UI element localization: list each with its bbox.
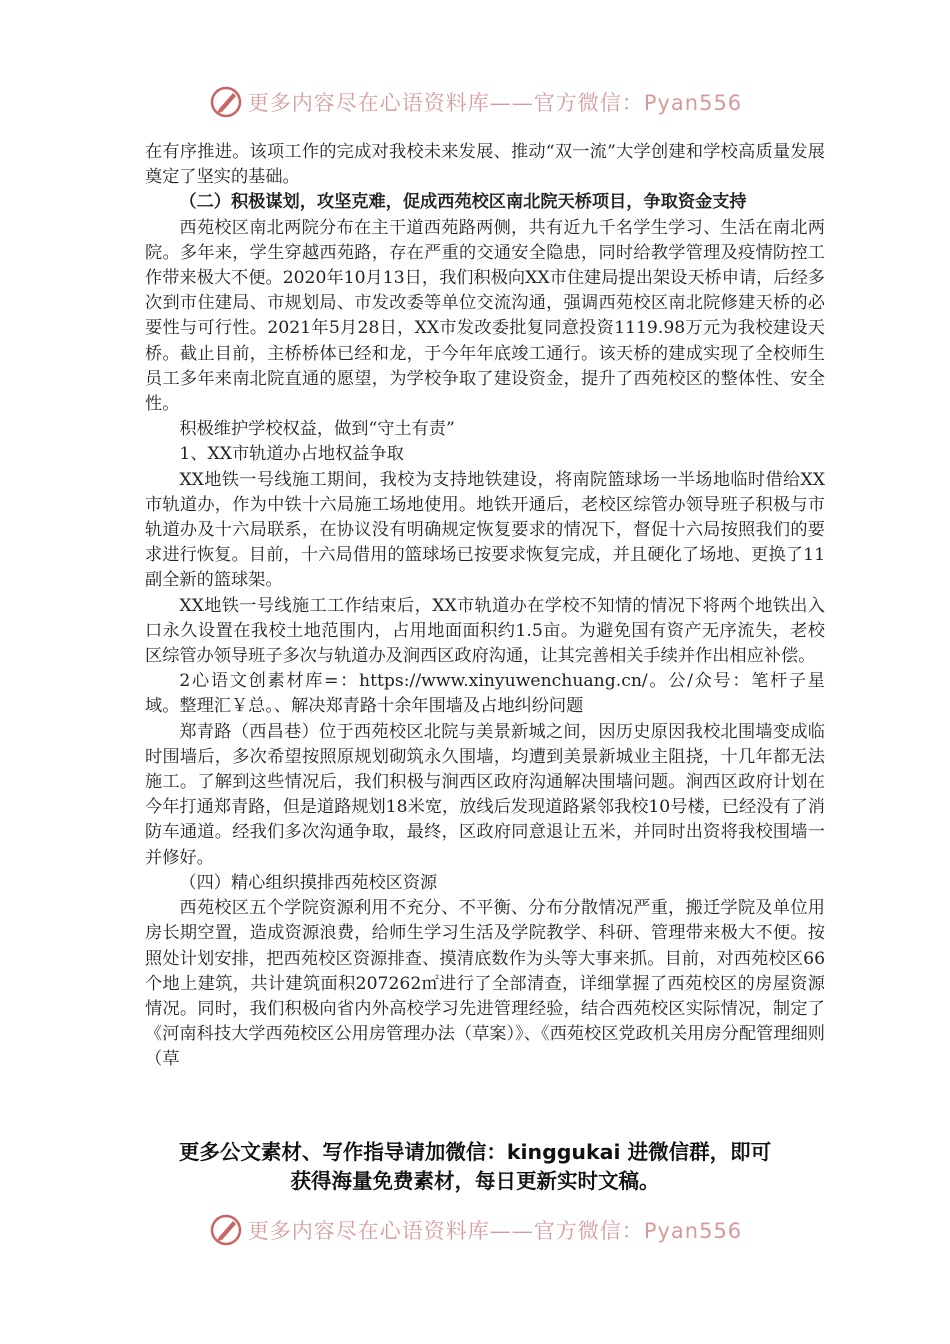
footer-ad-line2: 获得海量免费素材，每日更新实时文稿。	[290, 1169, 660, 1193]
section-heading: 积极维护学校权益，做到“守土有责”	[179, 419, 455, 440]
watermark-paragraph: 2心语文创素材库=：https://www.xinyuwenchuang.cn/。公/众号：笔杆子星域。整理汇￥总。、解决郑青路十余年围墙及占地纠纷问题	[145, 671, 825, 717]
paragraph: 西苑校区南北两院分布在主干道西苑路两侧，共有近九千名学生学习、生活在南北两院。多年来，学生穿越西苑路，存在严重的交通安全隐患，同时给教学管理及疫情防控工作带来极大不便。2020年10月13日，我们积极向XX市住建局提出架设天桥申请，后经多次到市住建局、市规划局、市发改委等单位交流沟通，强调西苑校区南北院修建天桥的必要性与可行性。2021年5月28日，XX市发改委批复同意投资1119.98万元为我校建设天桥。截止目前，主桥桥体已经和龙，于今年年底竣工通行。该天桥的建成实现了全校师生员工多年来南北院直通的愿望，为学校争取了建设资金，提升了西苑校区的整体性、安全性。	[145, 217, 825, 415]
header-banner-account: Pyan556	[643, 91, 743, 115]
footer-banner	[0, 1208, 950, 1252]
footer-banner-account: Pyan556	[643, 1219, 743, 1243]
paragraph: XX地铁一号线施工工作结束后，XX市轨道办在学校不知情的情况下将两个地铁出入口永久设置在我校土地范围内，占用地面面积约1.5亩。为避免国有资产无序流失，老校区综管办领导班子多次与轨道办及涧西区政府沟通，让其完善相关手续并作出相应补偿。	[145, 595, 825, 667]
section-heading: （二）积极谋划，攻坚克难，促成西苑校区南北院天桥项目，争取资金支持	[179, 192, 747, 213]
pen-circle-logo-icon	[208, 1212, 244, 1248]
document-body	[145, 140, 825, 1073]
paragraph: XX地铁一号线施工期间，我校为支持地铁建设，将南院篮球场一半场地临时借给XX市轨道办，作为中铁十六局施工场地使用。地铁开通后，老校区综管办领导班子积极与市轨道办及十六局联系，在协议没有明确规定恢复要求的情况下，督促十六局按照我们的要求进行恢复。目前，十六局借用的篮球场已按要求恢复完成，并且硬化了场地、更换了11副全新的篮球架。	[145, 469, 825, 591]
section-heading: （四）精心组织摸排西苑校区资源	[179, 872, 438, 893]
header-banner	[0, 80, 950, 124]
footer-ad-line1: 更多公文素材、写作指导请加微信：kinggukai 进微信群，即可	[178, 1140, 772, 1164]
header-banner-text: 更多内容尽在心语资料库——官方微信：Pyan556	[247, 91, 743, 115]
footer-ad	[140, 1138, 810, 1196]
paragraph: 郑青路（西昌巷）位于西苑校区北院与美景新城之间，因历史原因我校北围墙变成临时围墙后，多次希望按照原规划砌筑永久围墙，均遭到美景新城业主阻挠，十几年都无法施工。了解到这些情况后，我们积极与涧西区政府沟通解决围墙问题。涧西区政府计划在今年打通郑青路，但是道路规划18米宽，放线后发现道路紧邻我校10号楼，已经没有了消防车通道。经我们多次沟通争取，最终，区政府同意退让五米，并同时出资将我校围墙一并修好。	[145, 721, 825, 868]
footer-banner-text: 更多内容尽在心语资料库——官方微信：Pyan556	[247, 1219, 743, 1243]
paragraph: 西苑校区五个学院资源利用不充分、不平衡、分布分散情况严重，搬迁学院及单位用房长期空置，造成资源浪费，给师生学习生活及学院教学、科研、管理带来极大不便。按照处计划安排，把西苑校区资源排查、摸清底数作为头等大事来抓。目前，对西苑校区66个地上建筑，共计建筑面积207262㎡进行了全部清查，详细掌握了西苑校区的房屋资源情况。同时，我们积极向省内外高校学习先进管理经验，结合西苑校区实际情况，制定了《河南科技大学西苑校区公用房管理办法（草案）》、《西苑校区党政机关用房分配管理细则（草	[145, 898, 825, 1070]
subsection-heading: 1、XX市轨道办占地权益争取	[179, 444, 404, 465]
pen-circle-logo-icon	[208, 84, 244, 120]
paragraph: 在有序推进。该项工作的完成对我校未来发展、推动“双一流”大学创建和学校高质量发展奠定了坚实的基础。	[145, 142, 825, 188]
